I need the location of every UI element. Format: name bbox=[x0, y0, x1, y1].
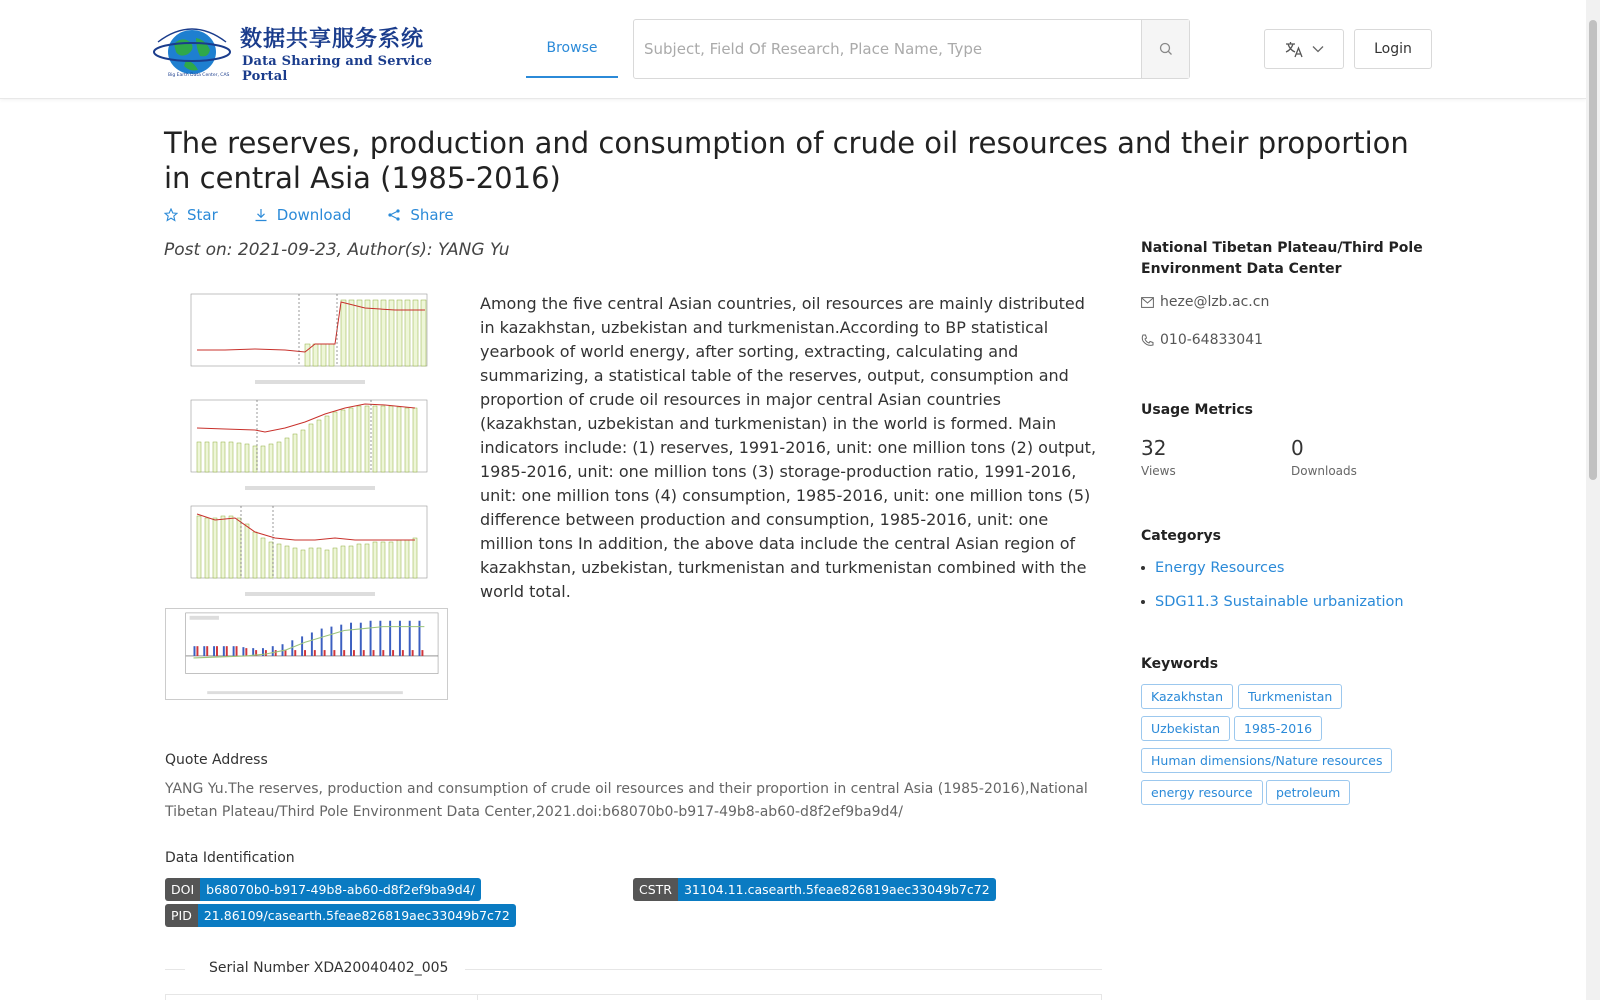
search-input[interactable] bbox=[634, 20, 1142, 78]
keyword-tag[interactable]: Human dimensions/Nature resources bbox=[1141, 748, 1392, 773]
pid-value: 21.86109/casearth.5feae826819aec33049b7c72 bbox=[198, 904, 516, 927]
doi-key: DOI bbox=[165, 878, 200, 901]
category-label: SDG11.3 Sustainable urbanization bbox=[1155, 594, 1404, 610]
keyword-tag[interactable]: energy resource bbox=[1141, 780, 1263, 805]
preview-image-consumption[interactable] bbox=[165, 502, 455, 602]
share-label: Share bbox=[410, 206, 454, 224]
keywords-title: Keywords bbox=[1141, 656, 1219, 672]
doi-value: b68070b0-b917-49b8-ab60-d8f2ef9ba9d4/ bbox=[200, 878, 481, 901]
search-button[interactable] bbox=[1141, 20, 1189, 78]
cstr-value: 31104.11.casearth.5feae826819aec33049b7c72 bbox=[678, 878, 996, 901]
logo-ring-text: Big Earth Data Center, CAS bbox=[168, 73, 230, 78]
preview-image-difference[interactable] bbox=[165, 608, 448, 700]
pid-badge[interactable] bbox=[165, 904, 516, 927]
usage-metrics-title: Usage Metrics bbox=[1141, 402, 1253, 418]
divider-line-left bbox=[165, 969, 185, 970]
downloads-label: Downloads bbox=[1291, 464, 1357, 478]
logo-title-en: Data Sharing and Service Portal bbox=[242, 54, 433, 84]
cstr-badge[interactable] bbox=[633, 878, 996, 901]
translate-icon bbox=[1284, 40, 1304, 58]
phone-text: 010-64833041 bbox=[1160, 332, 1264, 348]
keyword-tag[interactable]: petroleum bbox=[1266, 780, 1350, 805]
site-logo[interactable] bbox=[152, 18, 442, 84]
scrollbar-thumb[interactable] bbox=[1589, 20, 1597, 480]
serial-number-divider bbox=[165, 960, 1102, 976]
data-center-name: National Tibetan Plateau/Third Pole Environment Data Center bbox=[1141, 240, 1423, 277]
globe-logo-icon bbox=[152, 22, 232, 78]
star-icon bbox=[164, 208, 178, 222]
star-label: Star bbox=[187, 206, 218, 224]
table-column-divider bbox=[477, 995, 478, 1000]
dataset-abstract: Among the five central Asian countries, oil resources are mainly distributed in kazakhstan, uzbekistan and turkmenistan.According to BP statistical yearbook of world energy, after sorting, extracting, calculating and summarizing, a statistical table of the reserves, output, consumption and proportion of crude oil resources in major central Asian countries (kazakhstan, uzbekistan and turkmenistan) in the world is formed. Main indicators include: (1) reserves, 1991-2016, unit: one million tons (2) output, 1985-2016, unit: one million tons (3) storage-production ratio, 1991-2016, unit: one million tons (4) consumption, 1985-2016, unit: one million tons (5) difference between production and consumption, 1985-2016, unit: one million tons In addition, the above data include the central Asian region of kazakhstan, uzbekistan, turkmenistan and turkmenistan combined with the world total. bbox=[480, 294, 1097, 601]
downloads-count: 0 bbox=[1291, 436, 1304, 460]
preview-images bbox=[165, 290, 455, 706]
login-button[interactable]: Login bbox=[1354, 29, 1432, 69]
share-icon bbox=[387, 208, 401, 222]
serial-number: Serial Number XDA20040402_005 bbox=[205, 960, 452, 976]
chevron-down-icon bbox=[1312, 45, 1324, 53]
bullet-icon bbox=[1141, 600, 1145, 604]
sidebar bbox=[1141, 238, 1441, 800]
top-header bbox=[0, 0, 1586, 99]
bullet-icon bbox=[1141, 566, 1145, 570]
views-count: 32 bbox=[1141, 436, 1167, 460]
cstr-key: CSTR bbox=[633, 878, 678, 901]
post-info: Post on: 2021-09-23, Author(s): YANG Yu bbox=[164, 240, 510, 260]
email-text: heze@lzb.ac.cn bbox=[1160, 294, 1270, 310]
page-title: The reserves, production and consumption of crude oil resources and their proportion in central Asia (1985-2016) bbox=[164, 126, 1409, 195]
category-label: Energy Resources bbox=[1155, 560, 1285, 576]
keyword-tag[interactable]: Turkmenistan bbox=[1238, 684, 1342, 709]
divider-line-right bbox=[465, 969, 1102, 970]
share-button[interactable] bbox=[387, 206, 453, 224]
page-scrollbar[interactable] bbox=[1586, 0, 1600, 1000]
categories-title: Categorys bbox=[1141, 528, 1221, 544]
download-icon bbox=[254, 208, 268, 222]
nav-browse-tab[interactable]: Browse bbox=[526, 20, 618, 78]
details-table-top bbox=[165, 994, 1102, 1000]
keyword-tag[interactable]: Kazakhstan bbox=[1141, 684, 1233, 709]
download-label: Download bbox=[276, 206, 352, 224]
contact-phone bbox=[1141, 332, 1263, 348]
quote-address-text: YANG Yu.The reserves, production and consumption of crude oil resources and their proportion in central Asia (1985-2016),National Tibetan Plateau/Third Pole Environment Data Center,2021.doi:b68070b0-b917-49b8-ab60-d8f2ef9ba9d4/ bbox=[165, 781, 1088, 820]
contact-email bbox=[1141, 294, 1269, 310]
category-link[interactable] bbox=[1141, 594, 1404, 610]
preview-image-reserves[interactable] bbox=[165, 290, 455, 390]
mail-icon bbox=[1141, 297, 1154, 308]
language-switch-button[interactable] bbox=[1264, 29, 1344, 69]
quote-address-label: Quote Address bbox=[165, 752, 268, 768]
search-box bbox=[633, 19, 1190, 79]
keyword-tag[interactable]: Uzbekistan bbox=[1141, 716, 1230, 741]
category-link[interactable] bbox=[1141, 560, 1284, 576]
star-button[interactable] bbox=[164, 206, 218, 224]
download-button[interactable] bbox=[254, 206, 352, 224]
pid-key: PID bbox=[165, 904, 198, 927]
preview-image-production[interactable] bbox=[165, 396, 455, 496]
doi-badge[interactable] bbox=[165, 878, 481, 901]
views-label: Views bbox=[1141, 464, 1176, 478]
search-icon bbox=[1159, 42, 1173, 56]
logo-title-cn: 数据共享服务系统 bbox=[240, 27, 425, 52]
action-bar bbox=[164, 206, 454, 224]
keyword-tag[interactable]: 1985-2016 bbox=[1234, 716, 1322, 741]
phone-icon bbox=[1141, 334, 1154, 347]
data-identification-label: Data Identification bbox=[165, 850, 295, 866]
